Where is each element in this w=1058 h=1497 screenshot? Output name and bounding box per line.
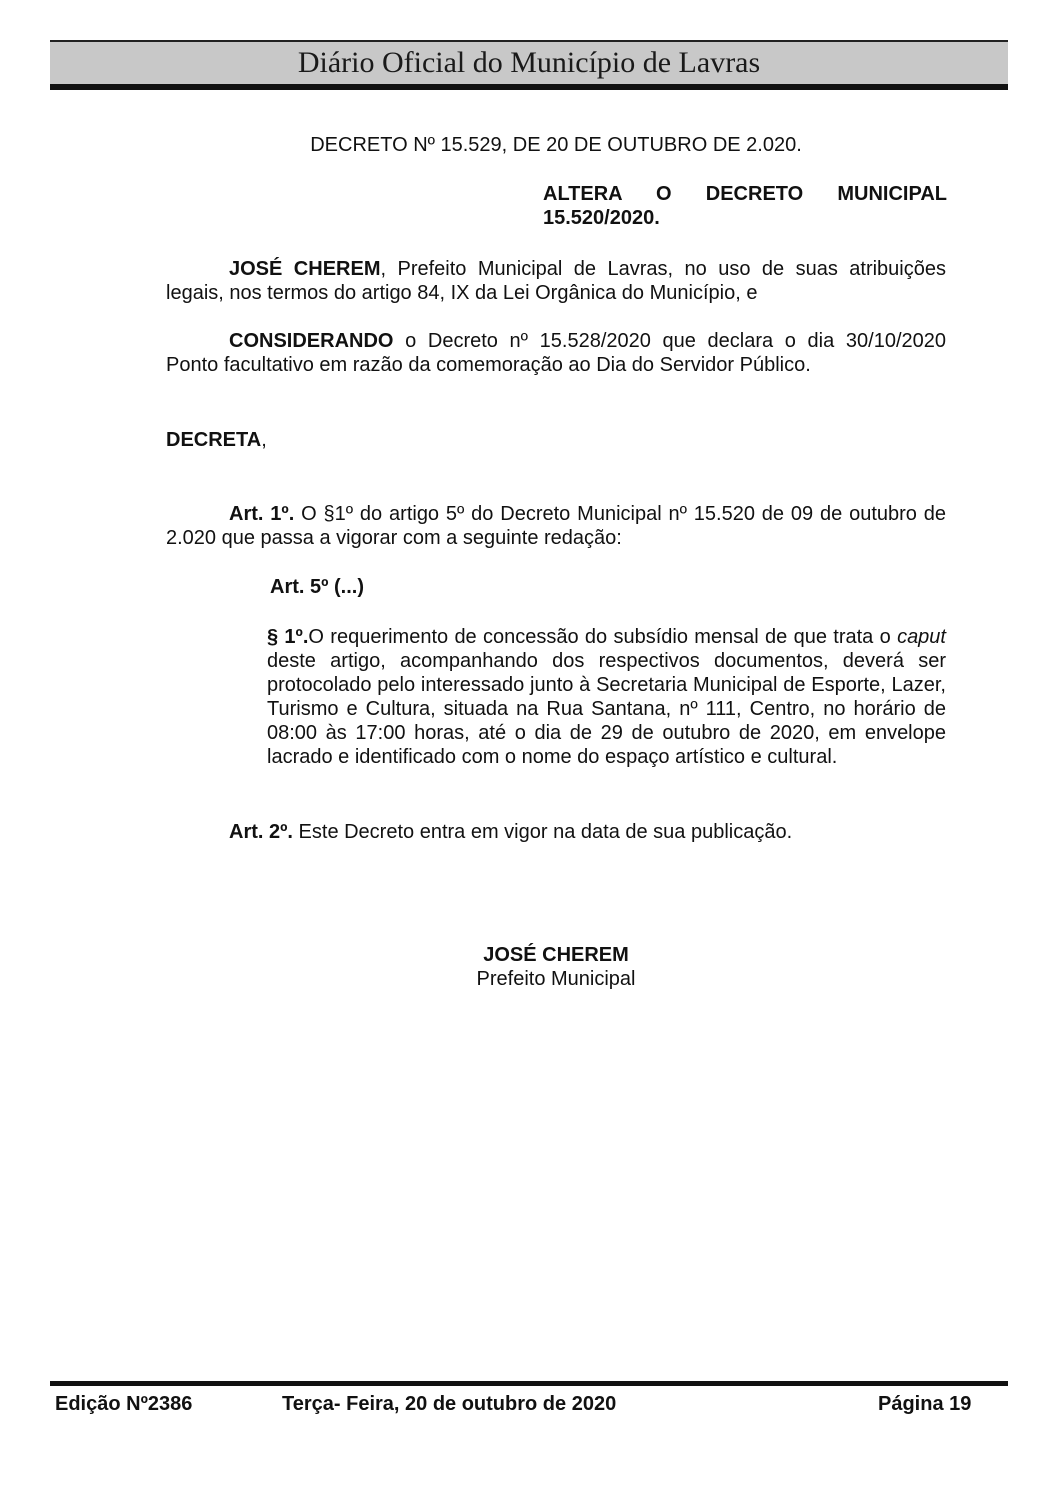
article-1-label: Art. 1º. bbox=[229, 503, 295, 525]
signature-name: JOSÉ CHEREM bbox=[483, 944, 629, 966]
article-5-quote bbox=[270, 575, 946, 599]
decree-title: DECRETO Nº 15.529, DE 20 DE OUTUBRO DE 2.020. bbox=[310, 134, 802, 156]
preamble-paragraph bbox=[166, 257, 946, 305]
paragraph-1-caput: caput bbox=[897, 626, 946, 648]
article-2-label: Art. 2º. bbox=[229, 821, 293, 843]
preamble-name: JOSÉ CHEREM bbox=[229, 258, 381, 280]
considerando-label: CONSIDERANDO bbox=[229, 330, 394, 352]
considerando-text: o Decreto nº 15.528/2020 que declara o dia 30/10/2020 Ponto facultativo em razão da comemoração ao Dia do Servidor Público. bbox=[166, 330, 946, 376]
paragraph-1-text-a: O requerimento de concessão do subsídio mensal de que trata o bbox=[308, 626, 898, 648]
paragraph-1-text-b: deste artigo, acompanhando dos respectivos documentos, deverá ser protocolado pelo interessado junto à Secretaria Municipal de Esporte, Lazer, Turismo e Cultura, situada na Rua Santana, nº 111, Centro, no horário de 08:00 às 17:00 horas, até o dia de 29 de outubro de 2020, em envelope lacrado e identificado com o nome do espaço artístico e cultural. bbox=[267, 650, 946, 768]
ementa-line-1: ALTERA O DECRETO MUNICIPAL bbox=[543, 183, 947, 205]
article-2-text: Este Decreto entra em vigor na data de sua publicação. bbox=[292, 821, 793, 843]
decreta-heading bbox=[166, 428, 946, 452]
paragraph-1 bbox=[267, 625, 946, 769]
footer-rule bbox=[50, 1381, 1008, 1386]
footer-page-label: Página bbox=[878, 1393, 944, 1415]
preamble-text: , Prefeito Municipal de Lavras, no uso de suas atribuições legais, nos termos do artigo 84, IX da Lei Orgânica do Município, e bbox=[166, 258, 946, 304]
considerando-paragraph bbox=[166, 329, 946, 377]
article-1 bbox=[166, 502, 946, 550]
footer-date: Terça- Feira, 20 de outubro de 2020 bbox=[282, 1393, 617, 1415]
ementa-line-2: 15.520/2020. bbox=[543, 207, 660, 229]
header-bottom-rule bbox=[50, 84, 1008, 90]
masthead-title: Diário Oficial do Município de Lavras bbox=[50, 42, 1008, 84]
decree-ementa bbox=[543, 182, 947, 230]
decreta-punct: , bbox=[261, 429, 267, 451]
article-5-label: Art. 5º (...) bbox=[270, 576, 364, 598]
article-1-text: O §1º do artigo 5º do Decreto Municipal nº 15.520 de 09 de outubro de 2.020 que passa a vigorar com a seguinte redação: bbox=[166, 503, 946, 549]
footer-edition: Edição Nº2386 bbox=[55, 1393, 193, 1415]
footer-page-number: 19 bbox=[949, 1393, 972, 1415]
paragraph-1-label: § 1º. bbox=[267, 626, 309, 648]
signature-role: Prefeito Municipal bbox=[476, 968, 636, 990]
article-2 bbox=[166, 820, 946, 844]
footer-page bbox=[878, 1392, 971, 1416]
decreta-label: DECRETA bbox=[166, 429, 262, 451]
